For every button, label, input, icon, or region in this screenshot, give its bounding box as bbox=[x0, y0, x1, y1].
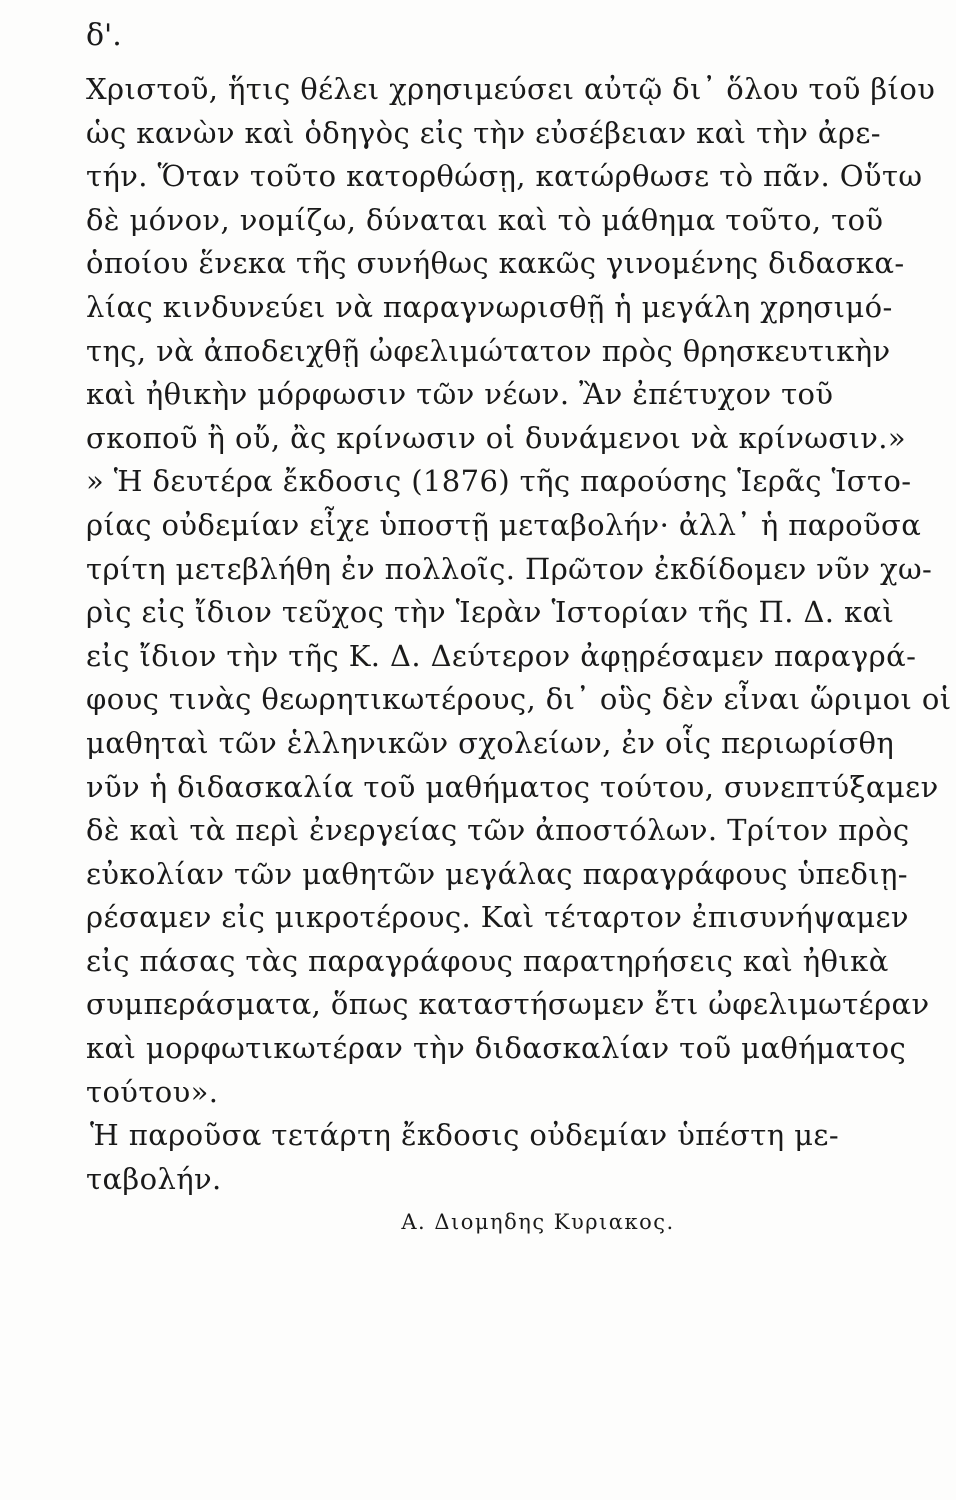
text-line: μαθηταὶ τῶν ἑλληνικῶν σχολείων, ἐν οἷς περιωρίσθη bbox=[86, 725, 895, 760]
text-line: δὲ καὶ τὰ περὶ ἐνεργείας τῶν ἀποστόλων. Τρίτον πρὸς bbox=[86, 813, 910, 848]
text-line: τρίτη μετεβλήθη ἐν πολλοῖς. Πρῶτον ἐκδίδομεν νῦν χω- bbox=[86, 551, 933, 586]
author-signature: Α. Διομηδης Κυριακος. bbox=[401, 1210, 675, 1234]
text-line: φους τινὰς θεωρητικωτέρους, δι᾽ οὓς δὲν εἶναι ὥριμοι οἱ bbox=[86, 682, 952, 717]
text-line: ταβολήν. bbox=[86, 1161, 222, 1196]
text-line: Χριστοῦ, ἥτις θέλει χρησιμεύσει αὐτῷ δι᾽ ὅλου τοῦ βίου bbox=[86, 72, 936, 106]
text-line: καὶ ἠθικὴν μόρφωσιν τῶν νέων. Ἂν ἐπέτυχον τοῦ bbox=[86, 377, 834, 412]
text-line: ρὶς εἰς ἴδιον τεῦχος τὴν Ἱερὰν Ἱστορίαν τῆς Π. Δ. καὶ bbox=[86, 595, 895, 630]
text-line: τούτου». bbox=[86, 1074, 219, 1109]
page-number: δ'. bbox=[86, 18, 122, 53]
text-line: εἰς ἴδιον τὴν τῆς Κ. Δ. Δεύτερον ἀφῃρέσαμεν παραγρά- bbox=[86, 638, 917, 673]
text-line: ρέσαμεν εἰς μικροτέρους. Καὶ τέταρτον ἐπισυνήψαμεν bbox=[86, 900, 909, 935]
text-line: δὲ μόνον, νομίζω, δύναται καὶ τὸ μάθημα τοῦτο, τοῦ bbox=[86, 202, 884, 237]
text-line: της, νὰ ἀποδειχθῇ ὠφελιμώτατον πρὸς θρησκευτικὴν bbox=[86, 333, 891, 368]
text-line: ὁποίου ἕνεκα τῆς συνήθως κακῶς γινομένης διδασκα- bbox=[86, 246, 905, 281]
text-line: λίας κινδυνεύει νὰ παραγνωρισθῇ ἡ μεγάλη χρησιμό- bbox=[86, 289, 893, 324]
text-line: Ἡ παροῦσα τετάρτη ἔκδοσις οὐδεμίαν ὑπέστη με- bbox=[90, 1118, 840, 1153]
text-line: καὶ μορφωτικωτέραν τὴν διδασκαλίαν τοῦ μαθήματος bbox=[86, 1031, 907, 1066]
text-line: ὡς κανὼν καὶ ὁδηγὸς εἰς τὴν εὐσέβειαν καὶ τὴν ἀρε- bbox=[86, 115, 881, 150]
text-line: συμπεράσματα, ὅπως καταστήσωμεν ἔτι ὠφελιμωτέραν bbox=[86, 987, 930, 1022]
text-line: σκοποῦ ἢ οὔ, ἂς κρίνωσιν οἱ δυνάμενοι νὰ κρίνωσιν.» bbox=[86, 420, 907, 455]
text-line: νῦν ἡ διδασκαλία τοῦ μαθήματος τούτου, συνεπτύξαμεν bbox=[86, 769, 939, 804]
text-line: ρίας οὐδεμίαν εἶχε ὑποστῇ μεταβολήν· ἀλλ᾽ ἡ παροῦσα bbox=[86, 507, 922, 542]
text-line: εἰς πάσας τὰς παραγράφους παρατηρήσεις καὶ ἠθικὰ bbox=[86, 943, 889, 978]
text-line: » Ἡ δευτέρα ἔκδοσις (1876) τῆς παρούσης Ἱερᾶς Ἱστο- bbox=[86, 464, 912, 499]
text-line: τήν. Ὅταν τοῦτο κατορθώσῃ, κατώρθωσε τὸ πᾶν. Οὕτω bbox=[86, 159, 923, 194]
text-line: εὐκολίαν τῶν μαθητῶν μεγάλας παραγράφους ὑπεδιῃ- bbox=[86, 856, 908, 891]
body-text bbox=[86, 68, 952, 1201]
